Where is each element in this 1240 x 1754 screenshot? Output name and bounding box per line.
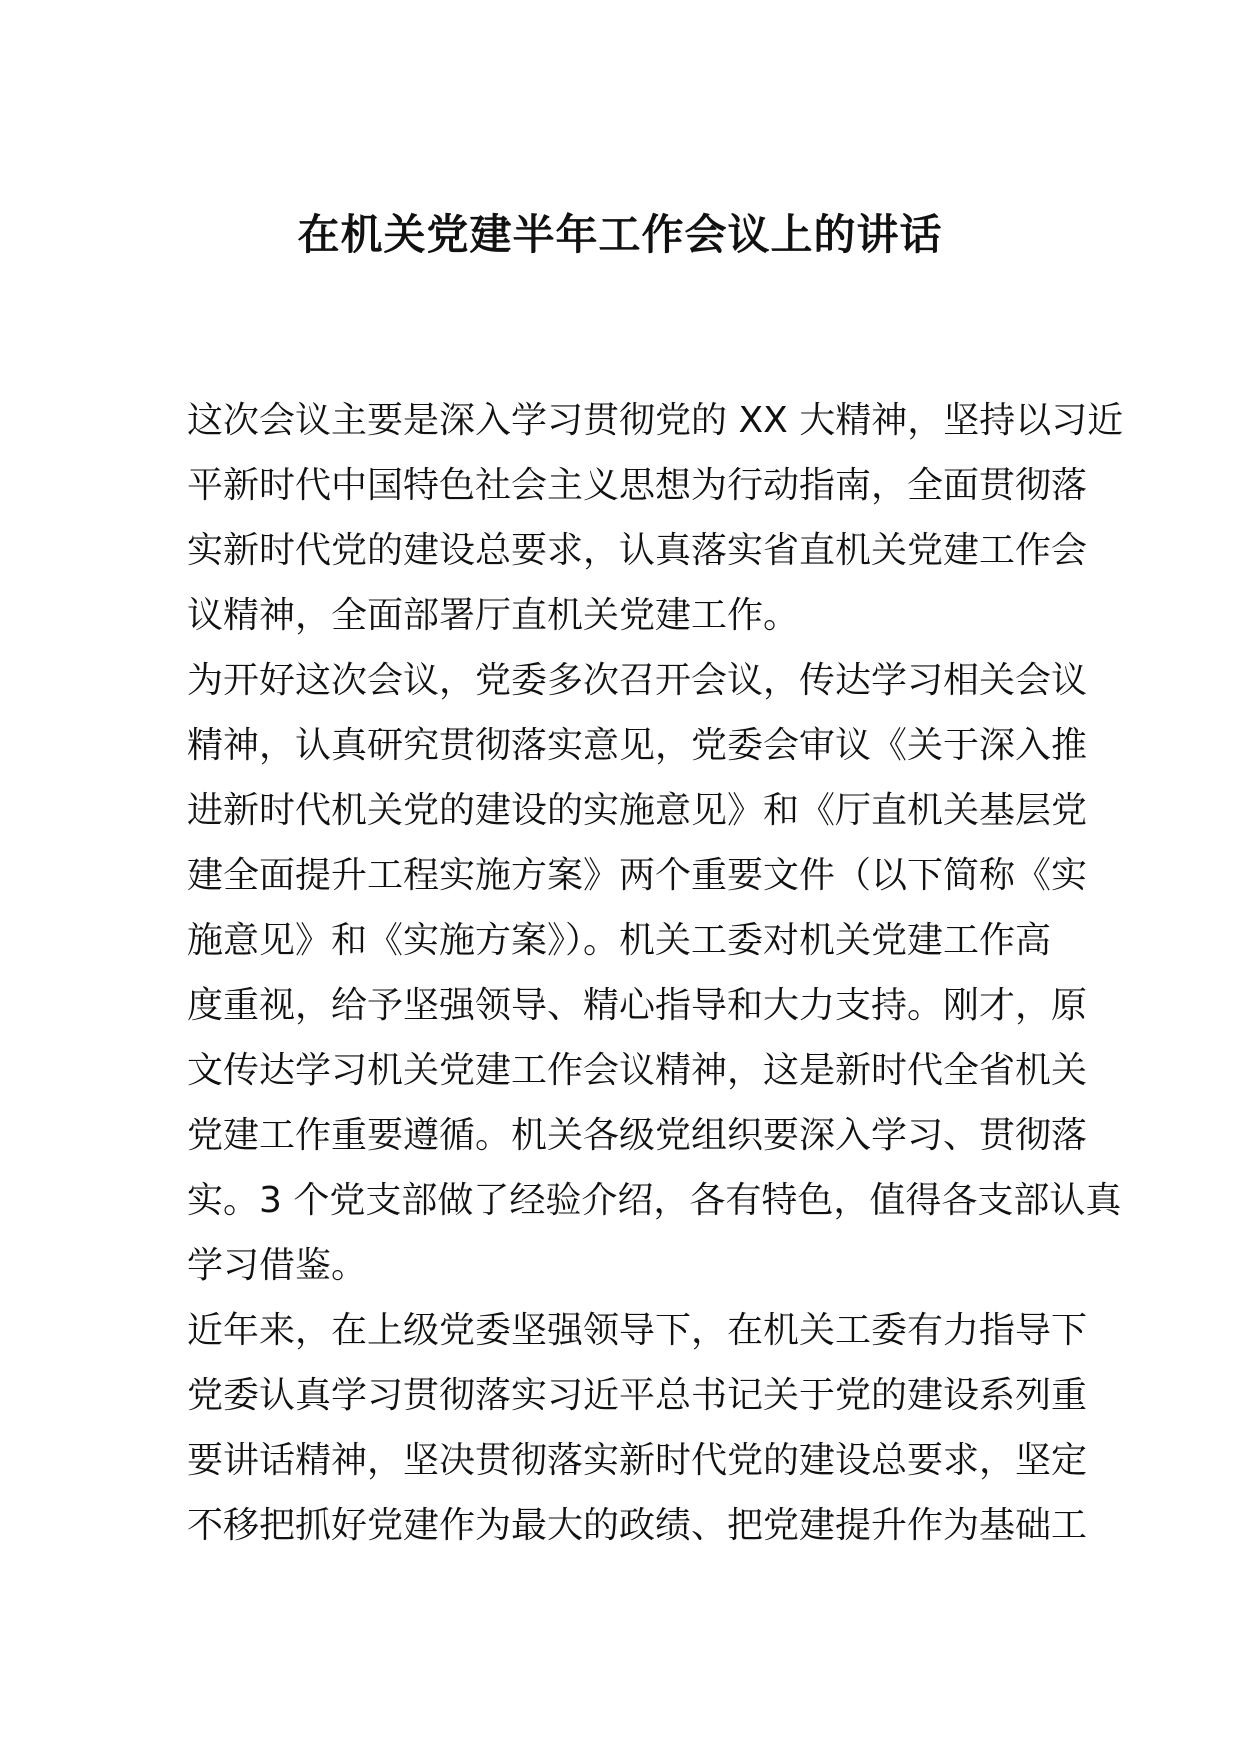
body-line: 施意见》和《实施方案》）。机关工委对机关党建工作高	[187, 920, 1052, 961]
body-line: 学习借鉴。	[187, 1245, 368, 1286]
body-line: 议精神，全面部署厅直机关党建工作。	[187, 595, 800, 636]
document-title: 在机关党建半年工作会议上的讲话	[297, 210, 943, 259]
document-body	[187, 388, 1124, 1558]
body-line: 为开好这次会议，党委多次召开会议，传达学习相关会议	[187, 660, 1088, 701]
body-line: 文传达学习机关党建工作会议精神，这是新时代全省机关	[187, 1050, 1088, 1091]
body-line: 精神，认真研究贯彻落实意见，党委会审议《关于深入推	[187, 725, 1088, 766]
body-line: 近年来，在上级党委坚强领导下，在机关工委有力指导下	[187, 1310, 1088, 1351]
body-line: 度重视，给予坚强领导、精心指导和大力支持。刚才，原	[187, 985, 1088, 1026]
body-line: 进新时代机关党的建设的实施意见》和《厅直机关基层党	[187, 790, 1088, 831]
body-line: 实。3 个党支部做了经验介绍，各有特色，值得各支部认真	[187, 1180, 1122, 1221]
body-line: 实新时代党的建设总要求，认真落实省直机关党建工作会	[187, 530, 1088, 571]
body-line: 建全面提升工程实施方案》两个重要文件（以下简称《实	[187, 855, 1088, 896]
body-line: 这次会议主要是深入学习贯彻党的 XX 大精神，坚持以习近	[187, 400, 1124, 441]
body-line: 党建工作重要遵循。机关各级党组织要深入学习、贯彻落	[187, 1115, 1088, 1156]
body-line: 党委认真学习贯彻落实习近平总书记关于党的建设系列重	[187, 1375, 1088, 1416]
body-line: 不移把抓好党建作为最大的政绩、把党建提升作为基础工	[187, 1505, 1088, 1546]
body-line: 要讲话精神，坚决贯彻落实新时代党的建设总要求，坚定	[187, 1440, 1088, 1481]
body-line: 平新时代中国特色社会主义思想为行动指南，全面贯彻落	[187, 465, 1088, 506]
